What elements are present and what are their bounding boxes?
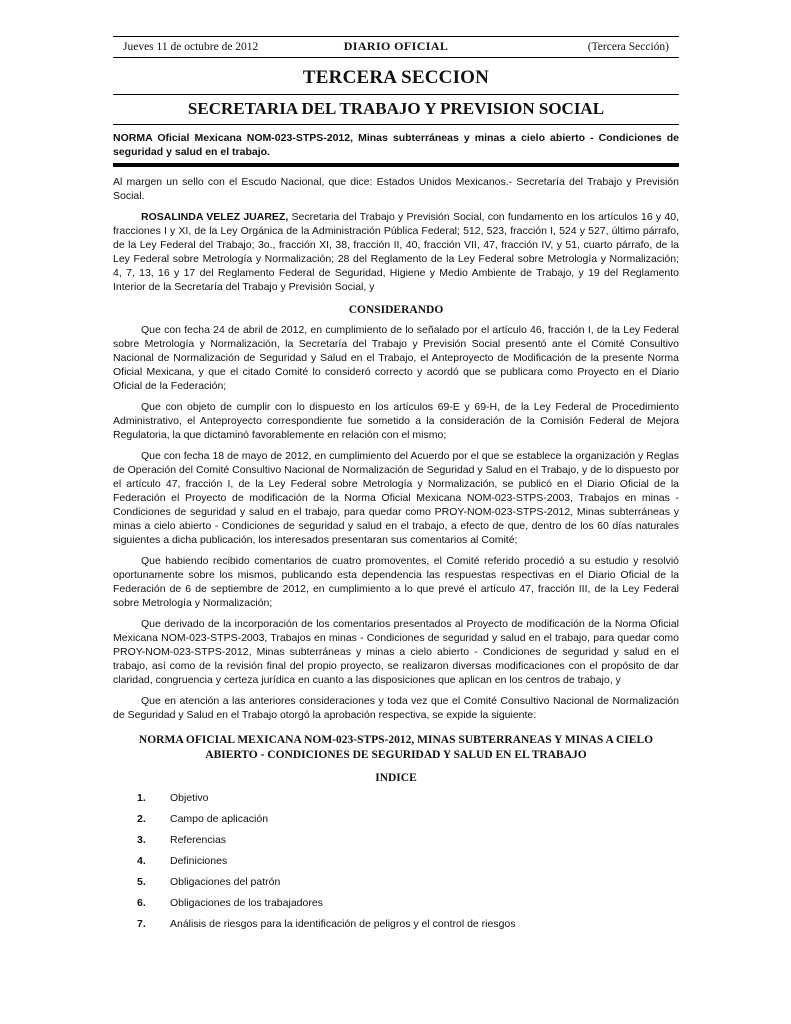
considerando-paragraph-4: Que habiendo recibido comentarios de cuatro promoventes, el Comité referido procedió a su estudio y resolvió oportunamente sobre los mismos, publicando esta dependencia las respuestas respectivas en el Diario Oficial de la Federación de 6 de septiembre de 2012, en cumplimiento a lo que prevé el artículo 47, fracción III, de la Ley Federal sobre Metrología y Normalización; (113, 555, 679, 609)
margin-note-paragraph: Al margen un sello con el Escudo Nacional, que dice: Estados Unidos Mexicanos.- Secretaría del Trabajo y Previsión Social. (113, 176, 679, 202)
considerando-paragraph-2: Que con objeto de cumplir con lo dispuesto en los artículos 69-E y 69-H, de la Ley Federal de Procedimiento Administrativo, el Anteproyecto correspondiente fue sometido a la consideración de la Comisión Federal de Mejora Regulatoria, la que dictaminó favorablemente en relación con el mismo; (113, 401, 679, 441)
indice-item-label: Obligaciones de los trabajadores (170, 897, 323, 909)
indice-item-2 (113, 813, 679, 826)
indice-item-4 (113, 855, 679, 868)
signatory-name: ROSALINDA VELEZ JUAREZ, (141, 211, 289, 223)
nom-title: NORMA OFICIAL MEXICANA NOM-023-STPS-2012, MINAS SUBTERRANEAS Y MINAS A CIELO ABIERTO - CONDICIONES DE SEGURIDAD Y SALUD EN EL TRABAJO (138, 734, 654, 761)
masthead-date: Jueves 11 de octubre de 2012 (123, 41, 259, 53)
indice-item-1 (113, 792, 679, 805)
considerando-paragraph-3: Que con fecha 18 de mayo de 2012, en cumplimiento del Acuerdo por el que se establece la organización y Reglas de Operación del Comité Consultivo Nacional de Normalización de Seguridad y Salud en el Trabajo, y de lo dispuesto por el artículo 47, fracción I, de la Ley Federal sobre Metrología y Normalización, se publicó en el Diario Oficial de la Federación el Proyecto de modificación de la Norma Oficial Mexicana NOM-023-STPS-2003, Trabajos en minas - Condiciones de seguridad y salud en el trabajo, para quedar como PROY-NOM-023-STPS-2012, Minas subterráneas y minas a cielo abierto - Condiciones de seguridad y salud en el trabajo, a efecto de que, dentro de los 60 días naturales siguientes a dicha publicación, los interesados presentaran sus comentarios al Comité; (113, 450, 679, 546)
indice-item-label: Campo de aplicación (170, 813, 269, 825)
masthead-section-label: (Tercera Sección) (587, 41, 669, 53)
indice-item-6 (113, 897, 679, 910)
indice-item-number: 2. (137, 813, 146, 825)
signatory-paragraph (113, 210, 679, 294)
indice-item-number: 5. (137, 876, 146, 888)
indice-heading: INDICE (375, 772, 417, 784)
considerando-paragraph-5: Que derivado de la incorporación de los comentarios presentados al Proyecto de modificación de la Norma Oficial Mexicana NOM-023-STPS-2003, Trabajos en minas - Condiciones de seguridad y salud en el trabajo, para quedar como PROY-NOM-023-STPS-2012, Minas subterráneas y minas a cielo abierto - Condiciones de seguridad y salud en el trabajo, así como de la revisión final del propio proyecto, se realizaron diversas modificaciones con el propósito de dar claridad, congruencia y certeza jurídica en cuanto a las disposiciones que aplican en los centros de trabajo, y (113, 618, 679, 686)
considerando-heading: CONSIDERANDO (348, 304, 444, 316)
indice-item-label: Análisis de riesgos para la identificación de peligros y el control de riesgos (170, 918, 516, 930)
considerando-paragraph-6: Que en atención a las anteriores consideraciones y toda vez que el Comité Consultivo Nacional de Normalización de Seguridad y Salud en el Trabajo otorgó la aprobación respectiva, se expide la siguiente: (113, 695, 679, 721)
indice-item-number: 4. (137, 855, 146, 867)
indice-item-5 (113, 876, 679, 889)
indice-item-number: 1. (137, 792, 146, 804)
indice-item-label: Referencias (170, 834, 227, 846)
indice-item-3 (113, 834, 679, 847)
indice-item-label: Obligaciones del patrón (170, 876, 281, 888)
indice-item-number: 6. (137, 897, 146, 909)
section-title: TERCERA SECCION (113, 67, 679, 95)
indice-item-7 (113, 918, 679, 931)
indice-item-number: 3. (137, 834, 146, 846)
considerando-paragraph-1: Que con fecha 24 de abril de 2012, en cumplimiento de lo señalado por el artículo 46, fracción I, de la Ley Federal sobre Metrología y Normalización, la Secretaría del Trabajo y Previsión Social presentó ante el Comité Consultivo Nacional de Normalización de Seguridad y Salud en el Trabajo, el Anteproyecto de Modificación de la presente Norma Oficial Mexicana, y que el citado Comité lo consideró correcto y acordó que se publicara como Proyecto en el Diario Oficial de la Federación; (113, 324, 679, 392)
masthead (113, 36, 679, 58)
indice-item-label: Definiciones (170, 855, 228, 867)
indice-item-number: 7. (137, 918, 146, 930)
indice-item-label: Objetivo (170, 792, 209, 804)
thick-divider-rule (113, 163, 679, 167)
signatory-text: Secretaria del Trabajo y Previsión Social, con fundamento en los artículos 16 y 40, fracciones I y XI, de la Ley Orgánica de la Administración Pública Federal; 512, 523, fracción I, 524 y 527, último párrafo, de la Ley Federal del Trabajo; 3o., fracción XI, 38, fracción II, 40, fracción VII, 47, fracción IV, y 51, cuarto párrafo, de la Ley Federal sobre Metrología y Normalización; 28 del Reglamento de la Ley Federal sobre Metrología y Normalización; 4, 7, 13, 16 y 17 del Reglamento Federal de Seguridad, Higiene y Medio Ambiente de Trabajo, y 19 del Reglamento Interior de la Secretaría del Trabajo y Previsión Social, y (113, 211, 679, 293)
masthead-publication-title: DIARIO OFICIAL (343, 39, 449, 53)
secretariat-title: SECRETARIA DEL TRABAJO Y PREVISION SOCIAL (113, 99, 679, 125)
indice-list (113, 792, 679, 931)
norma-summary: NORMA Oficial Mexicana NOM-023-STPS-2012, Minas subterráneas y minas a cielo abierto - Condiciones de seguridad y salud en el trabajo. (113, 132, 679, 158)
